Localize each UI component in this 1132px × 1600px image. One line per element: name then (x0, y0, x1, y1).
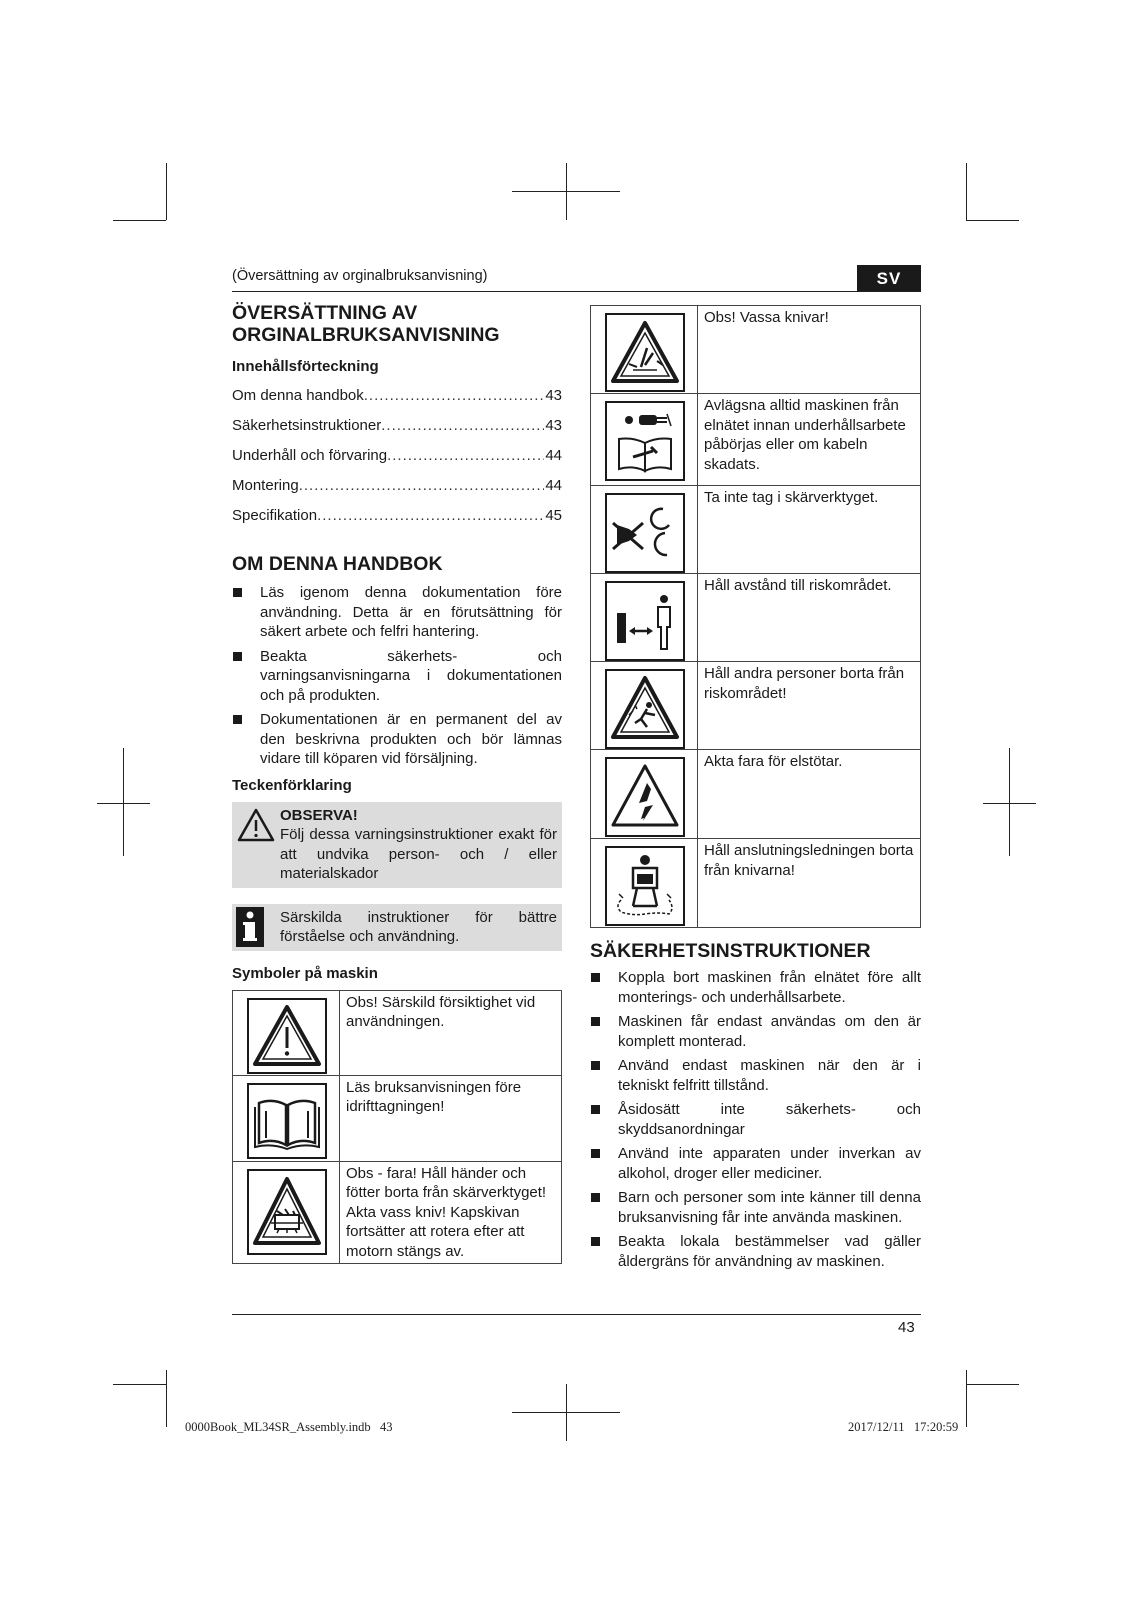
toc-heading: Innehållsförteckning (232, 358, 379, 375)
table-row (591, 750, 921, 839)
print-slug-date: 2017/12/11 17:20:59 (848, 1420, 959, 1434)
footer-rule (232, 1314, 921, 1315)
language-badge: SV (857, 265, 921, 292)
keep-people-away-icon (605, 669, 685, 749)
list-item: Åsidosätt inte säkerhets- och skyddsanordningar (590, 1100, 921, 1139)
info-text: Särskilda instruktioner för bättre förståelse och användning. (280, 908, 557, 945)
machine-symbols-heading: Symboler på maskin (232, 964, 378, 982)
keep-distance-icon (605, 581, 685, 661)
table-row (591, 486, 921, 574)
symbol-description: Obs! Särskild försiktighet vid användningen. (340, 990, 562, 1075)
list-item: Använd endast maskinen när den är i tekniskt felfritt tillstånd. (590, 1056, 921, 1095)
table-row (233, 1161, 562, 1264)
about-heading: OM DENNA HANDBOK (232, 553, 443, 575)
no-touch-cutter-icon (605, 493, 685, 573)
table-row (591, 662, 921, 750)
list-item: Beakta lokala bestämmelser vad gäller åldergräns för användning av maskinen. (590, 1232, 921, 1271)
safety-section (590, 940, 921, 1276)
list-item: Koppla bort maskinen från elnätet före allt monterings- och underhållsarbete. (590, 968, 921, 1007)
symbol-description: Avlägsna alltid maskinen från elnätet innan underhållsarbete påbörjas eller om kabeln skadats. (698, 394, 921, 486)
symbol-description: Obs - fara! Håll händer och fötter borta från skärverktyget! Akta vass kniv! Kapskivan fortsätter att rotera efter att motorn stängs av. (340, 1161, 562, 1264)
info-icon (232, 904, 280, 951)
symbol-description: Håll avstånd till riskområdet. (698, 574, 921, 662)
header-rule (232, 291, 921, 292)
table-row (233, 1075, 562, 1161)
sharp-blades-warning-icon (605, 313, 685, 392)
page-title (232, 302, 562, 346)
toc-entry[interactable]: Montering ..... 44 (232, 471, 562, 501)
cable-away-from-blades-icon (605, 846, 685, 926)
toc-entry[interactable]: Specifikation ..... 45 (232, 501, 562, 531)
toc-entry[interactable]: Underhåll och förvaring ..... 44 (232, 441, 562, 471)
warning-triangle-icon (232, 802, 280, 888)
warning-text: Följ dessa varningsinstruktioner exakt för att undvika person- och / eller materialskador (280, 826, 557, 882)
warning-note (232, 802, 562, 888)
machine-symbols-table (232, 990, 562, 1265)
symbol-description: Akta fara för elstötar. (698, 750, 921, 839)
running-title: (Översättning av orginalbruksanvisning) (232, 268, 488, 284)
list-item: Läs igenom denna dokumentation före användning. Detta är en förutsättning för säkert arbete och felfri hantering. (232, 583, 562, 642)
warning-title: OBSERVA! (280, 806, 358, 824)
safety-list (590, 968, 921, 1271)
warning-triangle-icon (247, 998, 327, 1074)
table-row (591, 306, 921, 394)
symbol-description: Håll anslutningsledningen borta från knivarna! (698, 839, 921, 928)
list-item: Beakta säkerhets- och varningsanvisningarna i dokumentationen och på produkten. (232, 647, 562, 706)
legend-heading: Teckenförklaring (232, 776, 352, 794)
list-item: Barn och personer som inte känner till denna bruksanvisning får inte använda maskinen. (590, 1188, 921, 1227)
right-symbols-table (590, 305, 921, 928)
page-number: 43 (898, 1319, 915, 1336)
table-of-contents (232, 381, 562, 531)
page-title-line2: ORGINALBRUKSANVISNING (232, 324, 500, 346)
right-symbols-column (590, 305, 921, 928)
print-slug-file: 0000Book_ML34SR_Assembly.indb 43 (185, 1420, 393, 1434)
hand-foot-blade-warning-icon (247, 1169, 327, 1255)
about-list (232, 583, 562, 769)
electric-shock-icon (605, 757, 685, 837)
symbol-description: Läs bruksanvisningen före idrifttagningen! (340, 1075, 562, 1161)
table-row (233, 990, 562, 1075)
list-item: Använd inte apparaten under inverkan av alkohol, droger eller mediciner. (590, 1144, 921, 1183)
list-item: Maskinen får endast användas om den är komplett monterad. (590, 1012, 921, 1051)
toc-entry[interactable]: Säkerhetsinstruktioner ..... 43 (232, 411, 562, 441)
safety-heading: SÄKERHETSINSTRUKTIONER (590, 940, 871, 962)
table-row (591, 574, 921, 662)
list-item: Dokumentationen är en permanent del av den beskrivna produkten och bör lämnas vidare till köparen vid försäljning. (232, 710, 562, 769)
unplug-before-maintenance-icon (605, 401, 685, 481)
left-column (232, 302, 562, 1264)
table-row (591, 394, 921, 486)
symbol-description: Obs! Vassa knivar! (698, 306, 921, 394)
page-title-line1: ÖVERSÄTTNING AV (232, 302, 418, 324)
symbol-description: Håll andra personer borta från riskområdet! (698, 662, 921, 750)
toc-entry[interactable]: Om denna handbok ..... 43 (232, 381, 562, 411)
open-manual-icon (247, 1083, 327, 1159)
info-note (232, 904, 562, 951)
table-row (591, 839, 921, 928)
symbol-description: Ta inte tag i skärverktyget. (698, 486, 921, 574)
